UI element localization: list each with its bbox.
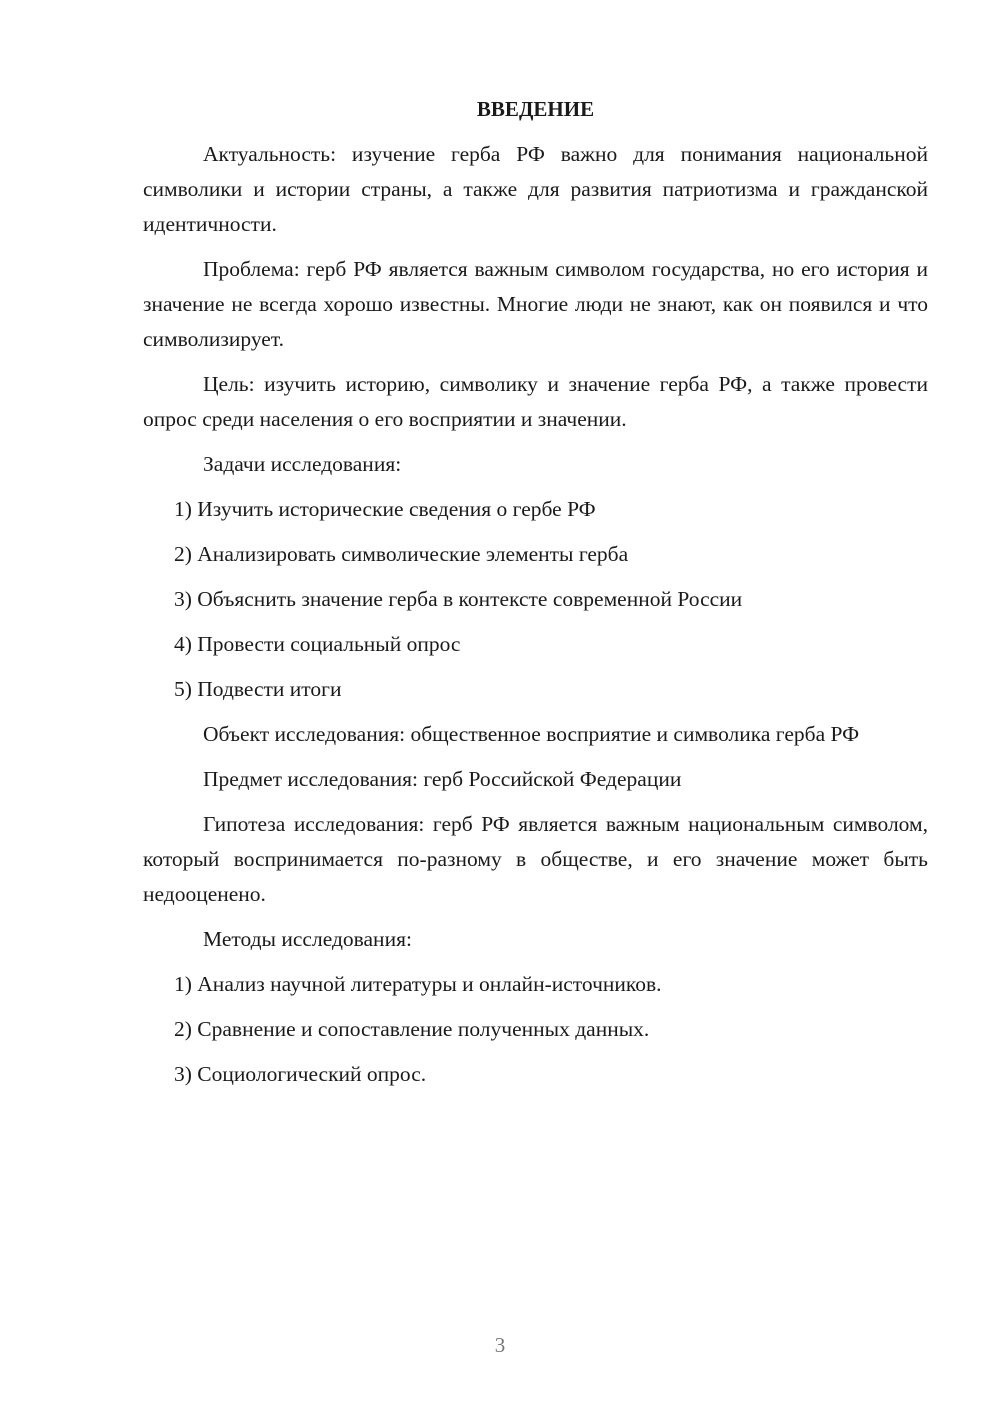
methods-title: Методы исследования: — [203, 927, 412, 951]
tasks-title: Задачи исследования: — [203, 452, 402, 476]
task-item: 1) Изучить исторические сведения о гербе РФ — [174, 497, 596, 521]
method-item: 3) Социологический опрос. — [174, 1062, 427, 1086]
document-page — [143, 92, 928, 1102]
object-paragraph: Объект исследования: общественное восприятие и символика герба РФ — [203, 722, 860, 746]
task-item: 3) Объяснить значение герба в контексте современной России — [174, 587, 743, 611]
page-number: 3 — [494, 1333, 506, 1357]
hypothesis-paragraph: Гипотеза исследования: герб РФ является важным национальным символом, который воспринимается по-разному в обществе, и его значение может быть недооценено. — [143, 812, 928, 906]
task-item: 5) Подвести итоги — [174, 677, 342, 701]
method-item: 2) Сравнение и сопоставление полученных данных. — [174, 1017, 650, 1041]
subject-paragraph: Предмет исследования: герб Российской Федерации — [203, 767, 682, 791]
method-item: 1) Анализ научной литературы и онлайн-источников. — [174, 972, 662, 996]
task-item: 2) Анализировать символические элементы герба — [174, 542, 629, 566]
problem-paragraph: Проблема: герб РФ является важным символом государства, но его история и значение не всегда хорошо известны. Многие люди не знают, как он появился и что символизирует. — [143, 257, 928, 351]
relevance-paragraph: Актуальность: изучение герба РФ важно для понимания национальной символики и истории страны, а также для развития патриотизма и гражданской идентичности. — [143, 142, 928, 236]
task-item: 4) Провести социальный опрос — [174, 632, 461, 656]
section-heading: ВВЕДЕНИЕ — [476, 97, 595, 121]
goal-paragraph: Цель: изучить историю, символику и значение герба РФ, а также провести опрос среди населения о его восприятии и значении. — [143, 372, 928, 431]
